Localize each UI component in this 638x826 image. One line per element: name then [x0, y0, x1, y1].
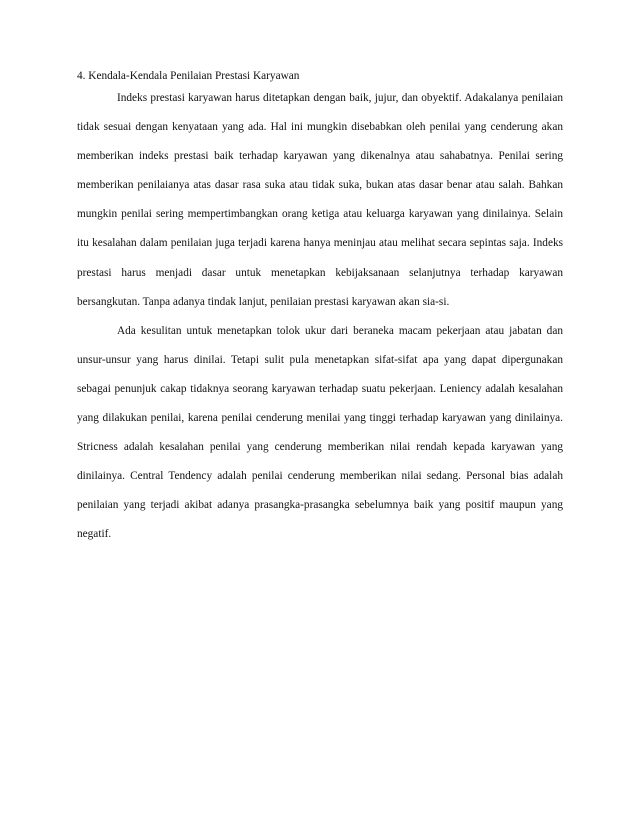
paragraph-1: Indeks prestasi karyawan harus ditetapkan dengan baik, jujur, dan obyektif. Adakalanya penilaian tidak sesuai dengan kenyataan yang ada. Hal ini mungkin disebabkan oleh penilai yang cenderung akan memberikan indeks prestasi baik terhadap karyawan yang dikenalnya atau sahabatnya. Penilai sering memberikan penilaianya atas dasar rasa suka atau tidak suka, bukan atas dasar benar atau salah. Bahkan mungkin penilai sering mempertimbangkan orang ketiga atau keluarga karyawan yang dinilainya. Selain itu kesalahan dalam penilaian juga terjadi karena hanya meninjau atau melihat secara sepintas saja. Indeks prestasi harus menjadi dasar untuk menetapkan kebijaksanaan selanjutnya terhadap karyawan bersangkutan. Tanpa adanya tindak lanjut, penilaian prestasi karyawan akan sia-si.: [77, 92, 563, 308]
section-heading: 4. Kendala-Kendala Penilaian Prestasi Karyawan: [77, 70, 300, 82]
document-body: [77, 68, 563, 550]
paragraph-2: Ada kesulitan untuk menetapkan tolok ukur dari beraneka macam pekerjaan atau jabatan dan unsur-unsur yang harus dinilai. Tetapi sulit pula menetapkan sifat-sifat apa yang dapat dipergunakan sebagai penunjuk cakap tidaknya seorang karyawan terhadap suatu pekerjaan. Leniency adalah kesalahan yang dilakukan penilai, karena penilai cenderung menilai yang tinggi terhadap karyawan yang dinilainya. Stricness adalah kesalahan penilai yang cenderung memberikan nilai rendah kepada karyawan yang dinilainya. Central Tendency adalah penilai cenderung memberikan nilai sedang. Personal bias adalah penilaian yang terjadi akibat adanya prasangka-prasangka sebelumnya baik yang positif maupun yang negatif.: [77, 324, 563, 541]
